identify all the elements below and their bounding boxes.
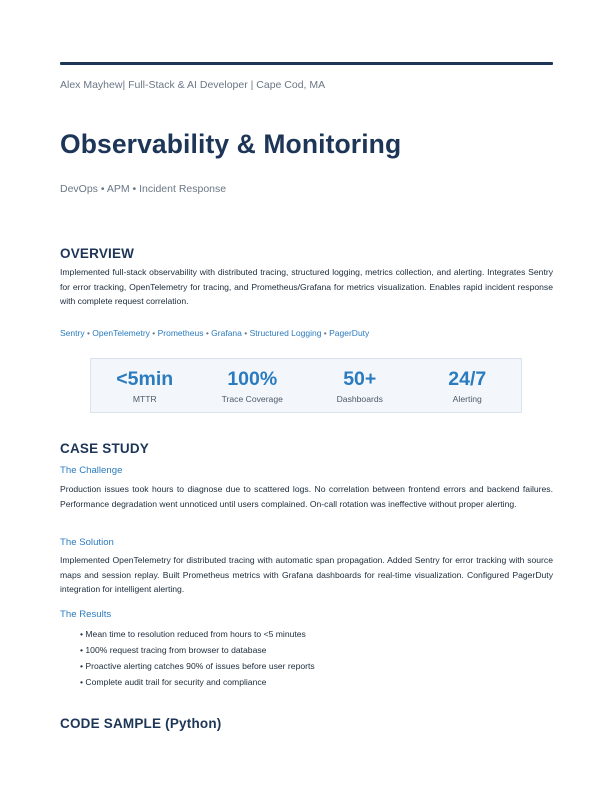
results-heading: The Results bbox=[60, 609, 112, 620]
metric-dashboards bbox=[306, 359, 414, 412]
case-study-heading: CASE STUDY bbox=[60, 441, 150, 456]
metric-value: 24/7 bbox=[448, 368, 487, 390]
metric-label: Dashboards bbox=[336, 394, 383, 404]
page-title: Observability & Monitoring bbox=[60, 129, 402, 159]
metric-value: <5min bbox=[116, 368, 174, 390]
metric-value: 100% bbox=[227, 368, 278, 390]
solution-body: Implemented OpenTelemetry for distributed tracing with automatic span propagation. Added Sentry for error tracking with source maps and session replay. Built Prometheus metrics with Grafana dashboards for real-time visualization. Configured PagerDuty integration for intelligent alerting. bbox=[60, 555, 553, 595]
tag-prometheus: Prometheus bbox=[157, 328, 204, 338]
top-rule bbox=[60, 62, 553, 65]
list-item: • Complete audit trail for security and compliance bbox=[80, 677, 267, 687]
tag-grafana: Grafana bbox=[211, 328, 242, 338]
solution-heading: The Solution bbox=[60, 537, 114, 548]
overview-heading: OVERVIEW bbox=[60, 246, 135, 261]
metric-mttr bbox=[91, 359, 199, 412]
author-byline: Alex Mayhew| Full-Stack & AI Developer | Cape Cod, MA bbox=[60, 79, 326, 91]
tag-opentelemetry: OpenTelemetry bbox=[92, 328, 150, 338]
metric-label: MTTR bbox=[132, 394, 157, 404]
metric-alerting bbox=[414, 359, 522, 412]
metric-trace-coverage bbox=[199, 359, 307, 412]
list-item: • Mean time to resolution reduced from hours to <5 minutes bbox=[80, 629, 306, 639]
metric-value: 50+ bbox=[343, 368, 377, 390]
tag-structured-logging: Structured Logging bbox=[249, 328, 322, 338]
list-item: • Proactive alerting catches 90% of issues before user reports bbox=[80, 661, 315, 671]
tag-sentry: Sentry bbox=[60, 328, 85, 338]
list-item: • 100% request tracing from browser to database bbox=[80, 645, 267, 655]
page-subtitle: DevOps • APM • Incident Response bbox=[60, 183, 227, 195]
challenge-heading: The Challenge bbox=[60, 465, 123, 476]
challenge-body: Production issues took hours to diagnose due to scattered logs. No correlation between frontend errors and backend failures. Performance degradation went unnoticed until users complained. On-call rotation was ineffective without proper alerting. bbox=[60, 484, 553, 509]
metric-label: Trace Coverage bbox=[221, 394, 283, 404]
overview-body: Implemented full-stack observability with distributed tracing, structured logging, metrics collection, and alerting. Integrates Sentry for error tracking, OpenTelemetry for tracing, and Prometheus/Grafana for metrics visualization. Enables rapid incident response with complete request correlation. bbox=[60, 267, 553, 307]
metrics-panel bbox=[90, 358, 522, 413]
tech-tags: Sentry • OpenTelemetry • Prometheus • Grafana • Structured Logging • PagerDuty bbox=[60, 328, 370, 338]
code-sample-heading: CODE SAMPLE (Python) bbox=[60, 716, 222, 731]
tag-pagerduty: PagerDuty bbox=[329, 328, 370, 338]
metric-label: Alerting bbox=[452, 394, 482, 404]
results-list bbox=[80, 626, 315, 690]
